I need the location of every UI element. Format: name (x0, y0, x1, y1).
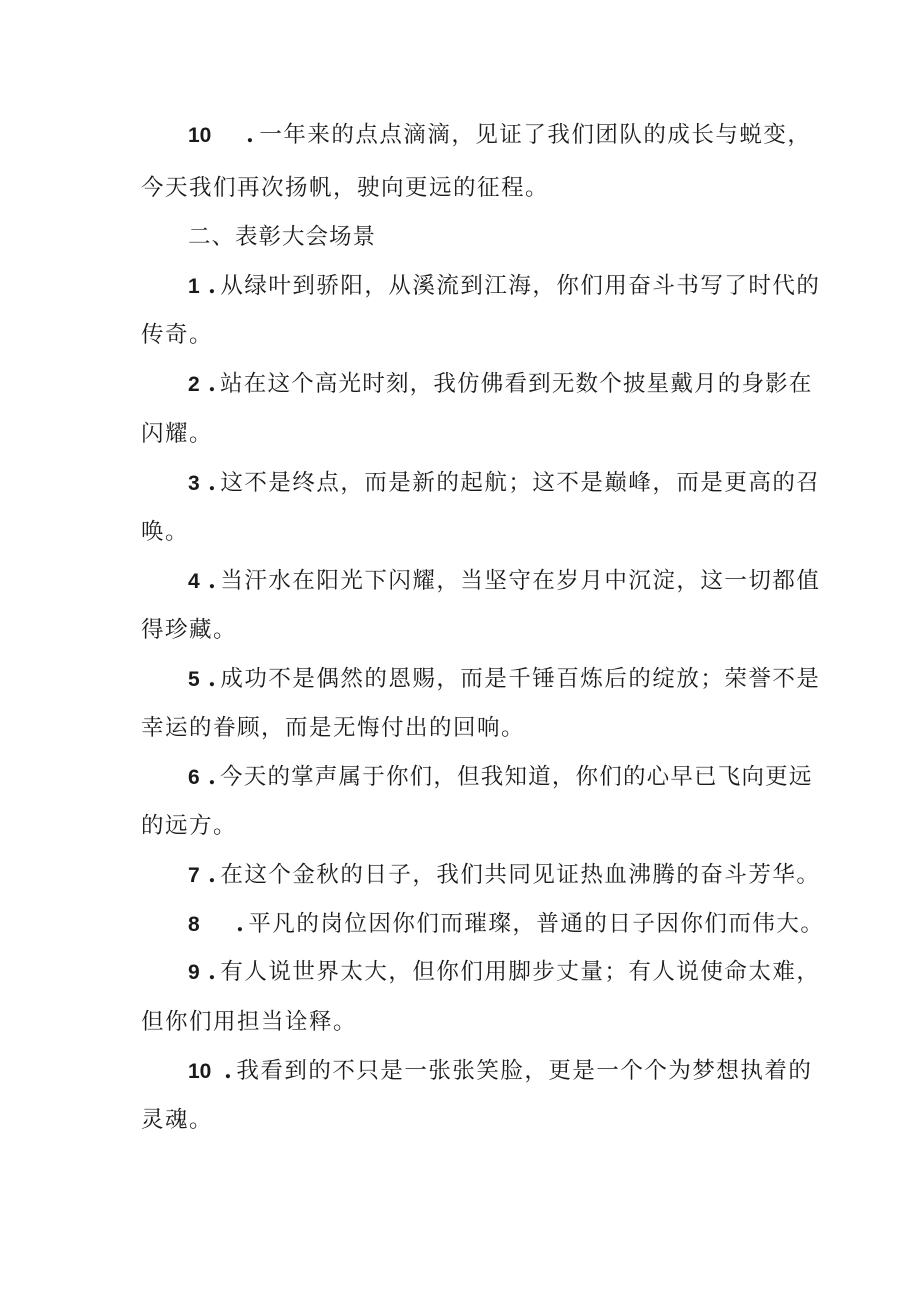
list-item: 3 . 这不是终点，而是新的起航；这不是巅峰，而是更高的召 (188, 468, 820, 499)
list-item-text: 灵魂。 (141, 1107, 214, 1133)
list-item-continuation (141, 713, 525, 743)
list-item-text: 这不是终点，而是新的起航；这不是巅峰，而是更高的召 (220, 470, 821, 496)
list-item-continuation (141, 320, 213, 350)
list-item-continuation (141, 811, 237, 841)
list-item-text: 成功不是偶然的恩赐，而是千锤百炼后的绽放；荣誉不是 (220, 666, 821, 692)
list-item: 1 . 从绿叶到骄阳，从溪流到江海，你们用奋斗书写了时代的 (188, 271, 820, 302)
list-item-number: 8 (188, 913, 200, 936)
list-item-text: 但你们用担当诠释。 (141, 1009, 358, 1035)
list-item: 2 . 站在这个高光时刻，我仿佛看到无数个披星戴月的身影在 (188, 369, 813, 400)
list-item-text: 平凡的岗位因你们而璀璨，普通的日子因你们而伟大。 (248, 911, 825, 937)
list-item-number: 2 (188, 373, 200, 396)
list-item-text: 我看到的不只是一张张笑脸，更是一个个为梦想执着的 (236, 1058, 813, 1084)
intro-item-text-line1: 一年来的点点滴滴，见证了我们团队的成长与蜕变， (259, 122, 812, 148)
list-item-text: 唤。 (141, 519, 190, 545)
list-item-number: 6 (188, 766, 200, 789)
list-item-text: 当汗水在阳光下闪耀，当坚守在岁月中沉淀，这一切都值 (220, 568, 821, 594)
list-item-text: 从绿叶到骄阳，从溪流到江海，你们用奋斗书写了时代的 (220, 273, 821, 299)
list-item-text: 今天的掌声属于你们，但我知道，你们的心早已飞向更远 (220, 764, 813, 790)
list-item-continuation (141, 1007, 357, 1037)
list-item-text: 在这个金秋的日子，我们共同见证热血沸腾的奋斗芳华。 (220, 862, 821, 888)
list-item-number: 4 (188, 570, 200, 593)
list-item-text: 的远方。 (141, 813, 238, 839)
list-item: 6 . 今天的掌声属于你们，但我知道，你们的心早已飞向更远 (188, 762, 813, 793)
list-item-number: 1 (188, 275, 200, 298)
list-item-continuation (141, 1105, 213, 1135)
list-item: 9 . 有人说世界太大，但你们用脚步丈量；有人说使命太难， (188, 957, 820, 988)
intro-item-line1: 10 . 一年来的点点滴滴，见证了我们团队的成长与蜕变， (188, 120, 811, 151)
list-item-number: 5 (188, 668, 200, 691)
list-item-text: 站在这个高光时刻，我仿佛看到无数个披星戴月的身影在 (220, 371, 813, 397)
list-item: 10 . 我看到的不只是一张张笑脸，更是一个个为梦想执着的 (188, 1056, 812, 1087)
list-item-continuation (141, 419, 213, 449)
list-item-number: 9 (188, 961, 200, 984)
list-item-text: 得珍藏。 (141, 617, 238, 643)
list-item: 4 . 当汗水在阳光下闪耀，当坚守在岁月中沉淀，这一切都值 (188, 566, 820, 597)
list-item-number: 3 (188, 472, 200, 495)
list-item-continuation (141, 517, 189, 547)
intro-item-line2 (141, 173, 549, 203)
section-heading-text: 二、表彰大会场景 (188, 224, 377, 250)
intro-item-text-line2: 今天我们再次扬帆，驶向更远的征程。 (141, 175, 550, 201)
list-item-text: 幸运的眷顾，而是无悔付出的回响。 (141, 715, 526, 741)
list-item: 8 . 平凡的岗位因你们而璀璨，普通的日子因你们而伟大。 (188, 909, 824, 940)
list-item: 5 . 成功不是偶然的恩赐，而是千锤百炼后的绽放；荣誉不是 (188, 664, 820, 695)
list-item-text: 闪耀。 (141, 421, 214, 447)
list-item-text: 有人说世界太大，但你们用脚步丈量；有人说使命太难， (220, 959, 821, 985)
list-item-number: 10 (188, 1060, 212, 1083)
list-item-number: 7 (188, 864, 200, 887)
section-heading (188, 222, 376, 252)
intro-item-number: 10 (188, 124, 212, 147)
list-item-continuation (141, 615, 237, 645)
list-item-text: 传奇。 (141, 322, 214, 348)
list-item: 7 . 在这个金秋的日子，我们共同见证热血沸腾的奋斗芳华。 (188, 860, 820, 891)
